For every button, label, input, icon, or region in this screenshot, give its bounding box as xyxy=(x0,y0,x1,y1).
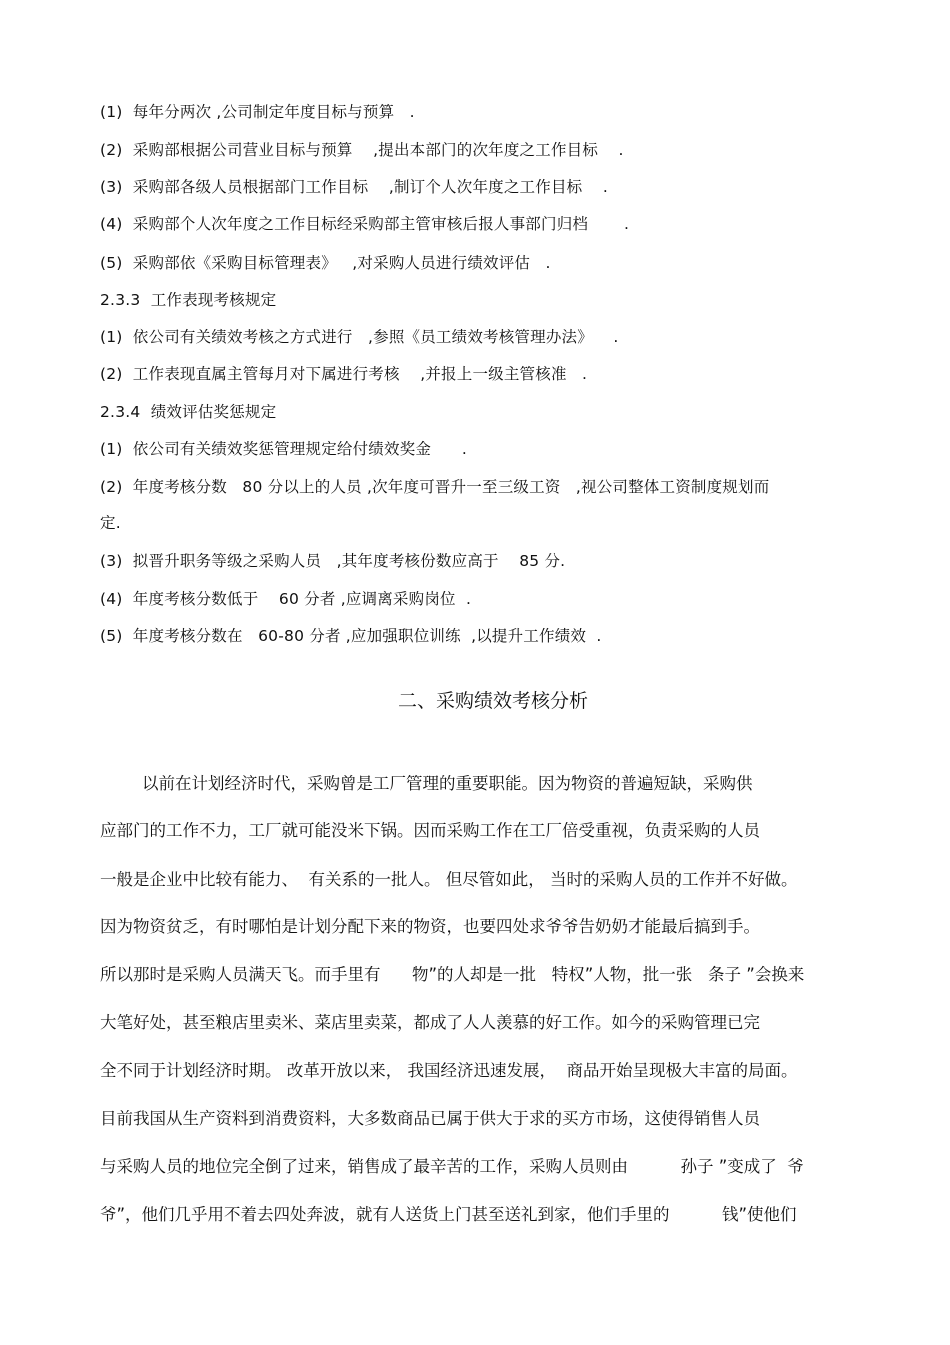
list-item-2-3-4-5: (5) 年度考核分数在 60-80 分者 ,应加强职位训练 ,以提升工作绩效 . xyxy=(100,627,602,645)
body-line-6: 大笔好处，甚至粮店里卖米、菜店里卖菜，都成了人人羡慕的好工作。如今的采购管理已完 xyxy=(100,1013,760,1032)
body-line-9: 与采购人员的地位完全倒了过来，销售成了最辛苦的工作，采购人员则由 孙子 ”变成了 爷 xyxy=(100,1157,804,1176)
body-line-5: 所以那时是采购人员满天飞。而手里有 物”的人却是一批 特权”人物，批一张 条子 ”会换来 xyxy=(100,965,805,984)
body-line-1: 以前在计划经济时代，采购曾是工厂管理的重要职能。因为物资的普遍短缺，采购供 xyxy=(100,774,753,793)
list-item-2-3-4-2: (2) 年度考核分数 80 分以上的人员 ,次年度可晋升一至三级工资 ,视公司整体工资制度规划而 xyxy=(100,478,770,496)
list-item-2-3-3-1: (1) 依公司有关绩效考核之方式进行 ,参照《员工绩效考核管理办法》 . xyxy=(100,328,619,346)
list-item-2: (2) 采购部根据公司营业目标与预算 ,提出本部门的次年度之工作目标 . xyxy=(100,141,624,159)
list-item-2-3-4-4: (4) 年度考核分数低于 60 分者 ,应调离采购岗位 . xyxy=(100,590,472,608)
list-item-3: (3) 采购部各级人员根据部门工作目标 ,制订个人次年度之工作目标 . xyxy=(100,178,608,196)
body-line-10: 爷”，他们几乎用不着去四处奔波，就有人送货上门甚至送礼到家，他们手里的 钱”使他们 xyxy=(100,1205,797,1224)
list-item-5: (5) 采购部依《采购目标管理表》 ,对采购人员进行绩效评估 . xyxy=(100,254,551,272)
body-line-2: 应部门的工作不力，工厂就可能没米下锅。因而采购工作在工厂倍受重视，负责采购的人员 xyxy=(100,821,760,840)
list-item-4: (4) 采购部个人次年度之工作目标经采购部主管审核后报人事部门归档 . xyxy=(100,215,630,233)
list-item-2-3-4-2-cont: 定. xyxy=(100,514,121,532)
section-title: 二、采购绩效考核分析 xyxy=(397,690,588,712)
body-line-4: 因为物资贫乏，有时哪怕是计划分配下来的物资，也要四处求爷爷告奶奶才能最后搞到手。 xyxy=(100,917,760,936)
subsection-heading-2-3-3: 2.3.3 工作表现考核规定 xyxy=(100,291,277,309)
body-line-8: 目前我国从生产资料到消费资料，大多数商品已属于供大于求的买方市场，这使得销售人员 xyxy=(100,1109,760,1128)
list-item-1: (1) 每年分两次 ,公司制定年度目标与预算 . xyxy=(100,103,415,121)
list-item-2-3-4-3: (3) 拟晋升职务等级之采购人员 ,其年度考核份数应高于 85 分. xyxy=(100,552,566,570)
list-item-2-3-3-2: (2) 工作表现直属主管每月对下属进行考核 ,并报上一级主管核准 . xyxy=(100,365,588,383)
body-line-3: 一般是企业中比较有能力、 有关系的一批人。 但尽管如此， 当时的采购人员的工作并不好做。 xyxy=(100,870,798,889)
subsection-heading-2-3-4: 2.3.4 绩效评估奖惩规定 xyxy=(100,403,277,421)
body-line-7: 全不同于计划经济时期。 改革开放以来， 我国经济迅速发展， 商品开始呈现极大丰富的局面。 xyxy=(100,1061,798,1080)
list-item-2-3-4-1: (1) 依公司有关绩效奖惩管理规定给付绩效奖金 . xyxy=(100,440,468,458)
